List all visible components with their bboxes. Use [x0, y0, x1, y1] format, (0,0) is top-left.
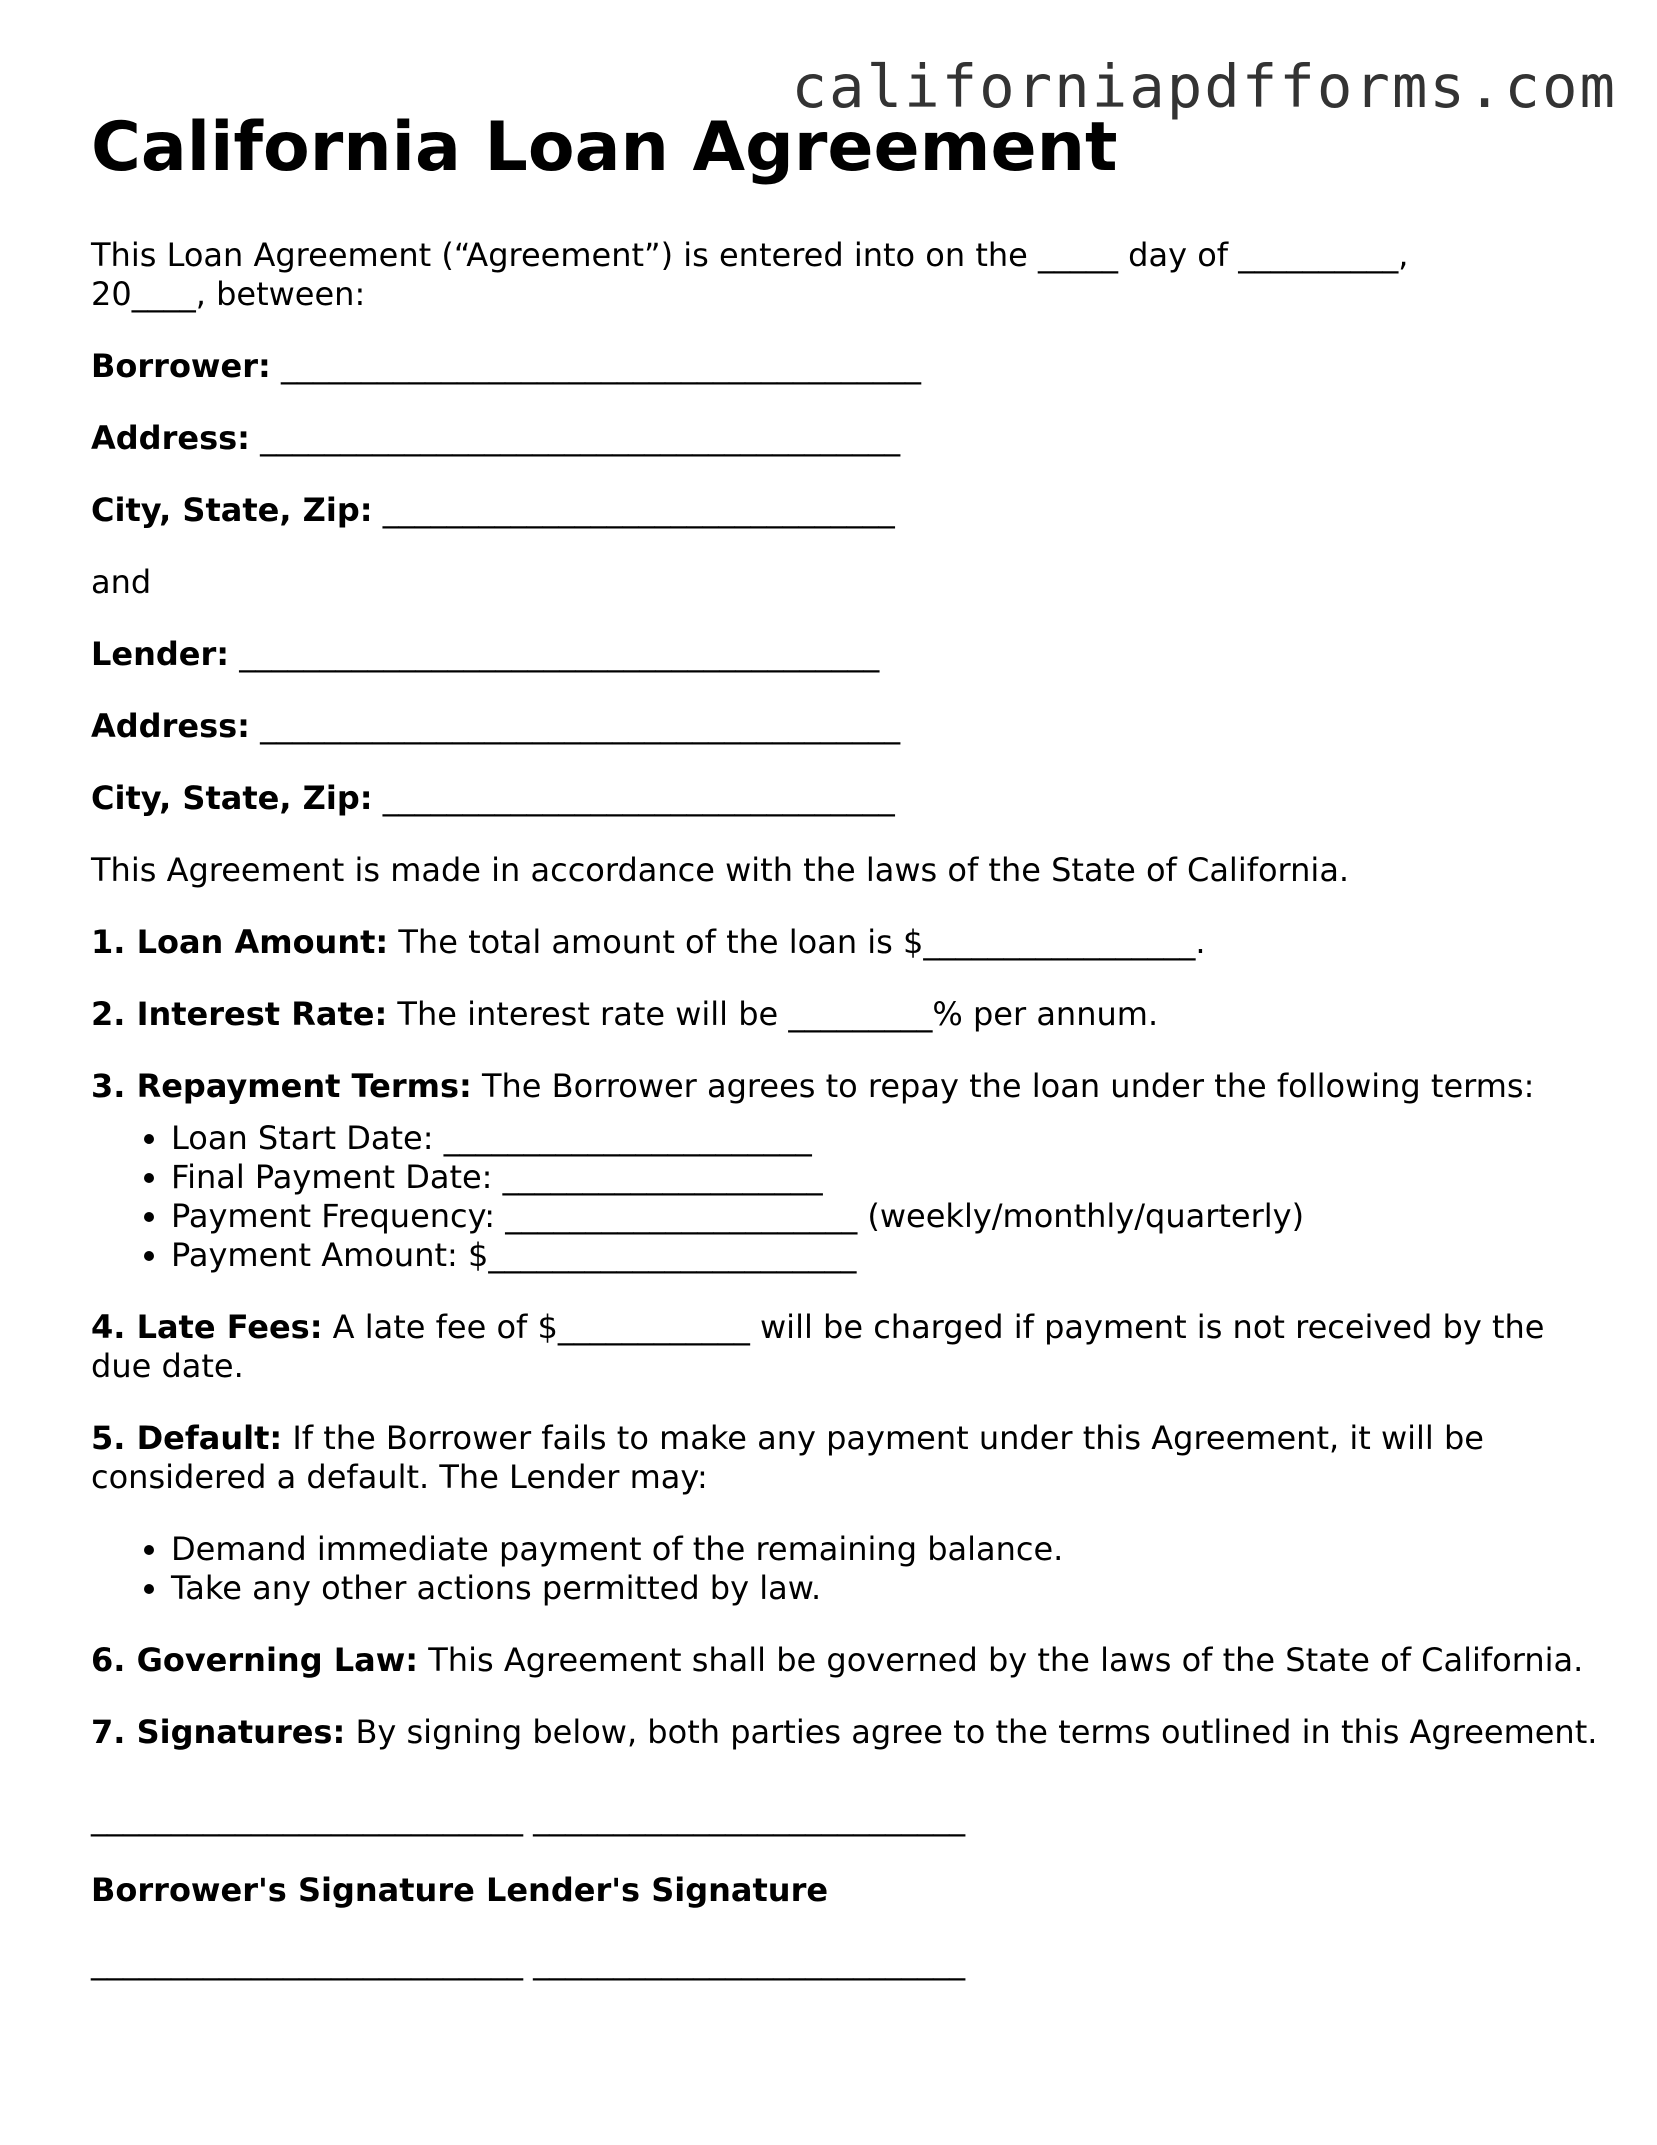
site-watermark: californiapdfforms.com [791, 52, 1617, 121]
section-loan-amount-text: The total amount of the loan is $_________________. [388, 923, 1206, 961]
section-default-text: If the Borrower fails to make any payment under this Agreement, it will be considered a default. The Lender may: [91, 1419, 1484, 1496]
borrower-address-row [91, 419, 1601, 458]
section-late-fees-text: A late fee of $____________ will be charged if payment is not received by the due date. [91, 1308, 1545, 1385]
borrower-name-row [91, 347, 1601, 386]
intro-line-1: This Loan Agreement (“Agreement”) is entered into on the _____ day of __________, [91, 236, 1409, 274]
section-repayment-terms-text: The Borrower agrees to repay the loan under the following terms: [471, 1067, 1535, 1105]
section-default [91, 1419, 1601, 1497]
lender-csz-row [91, 779, 1601, 818]
document-body [91, 236, 1601, 2015]
section-loan-amount-label: 1. Loan Amount: [91, 923, 389, 961]
accordance-text: This Agreement is made in accordance with the laws of the State of California. [91, 851, 1350, 889]
section-late-fees [91, 1308, 1601, 1386]
list-item: • Take any other actions permitted by law. [171, 1569, 1601, 1608]
section-signatures [91, 1713, 1601, 1752]
section-interest-rate [91, 995, 1601, 1034]
section-interest-rate-label: 2. Interest Rate: [91, 995, 388, 1033]
section-default-label: 5. Default: [91, 1419, 283, 1457]
borrower-csz-label: City, State, Zip: [91, 491, 373, 529]
section-governing-law-text: This Agreement shall be governed by the laws of the State of California. [418, 1641, 1584, 1679]
lender-address-blank[interactable]: ________________________________________ [260, 707, 901, 745]
repayment-terms-list [91, 1119, 1601, 1275]
signature-line-1[interactable]: ___________________________ ___________________________ [91, 1799, 966, 1837]
and-text: and [91, 563, 152, 601]
section-interest-rate-text: The interest rate will be _________% per annum. [387, 995, 1159, 1033]
document-title: California Loan Agreement [91, 108, 1118, 187]
default-actions-list [91, 1530, 1601, 1608]
section-loan-amount [91, 923, 1601, 962]
section-signatures-label: 7. Signatures: [91, 1713, 346, 1751]
signature-labels: Borrower's Signature Lender's Signature [91, 1871, 829, 1909]
list-item: • Payment Frequency: ______________________ (weekly/monthly/quarterly) [171, 1197, 1601, 1236]
lender-csz-label: City, State, Zip: [91, 779, 373, 817]
borrower-name-blank[interactable]: ________________________________________ [280, 347, 921, 385]
intro-paragraph [91, 236, 1601, 314]
list-item: • Loan Start Date: _______________________ [171, 1119, 1601, 1158]
lender-name-row [91, 635, 1601, 674]
lender-csz-blank[interactable]: ________________________________ [382, 779, 895, 817]
lender-address-label: Address: [91, 707, 250, 745]
list-item: • Demand immediate payment of the remaining balance. [171, 1530, 1601, 1569]
section-repayment-terms-label: 3. Repayment Terms: [91, 1067, 472, 1105]
section-repayment-terms [91, 1067, 1601, 1106]
lender-name-blank[interactable]: ________________________________________ [239, 635, 880, 673]
borrower-csz-row [91, 491, 1601, 530]
borrower-name-label: Borrower: [91, 347, 271, 385]
list-item: • Payment Amount: $_______________________ [171, 1236, 1601, 1275]
section-signatures-text: By signing below, both parties agree to the terms outlined in this Agreement. [345, 1713, 1598, 1751]
section-governing-law [91, 1641, 1601, 1680]
list-item: • Final Payment Date: ____________________ [171, 1158, 1601, 1197]
borrower-address-blank[interactable]: ________________________________________ [260, 419, 901, 457]
borrower-csz-blank[interactable]: ________________________________ [382, 491, 895, 529]
intro-line-2: 20____, between: [91, 275, 366, 313]
borrower-address-label: Address: [91, 419, 250, 457]
section-late-fees-label: 4. Late Fees: [91, 1308, 323, 1346]
lender-name-label: Lender: [91, 635, 230, 673]
lender-address-row [91, 707, 1601, 746]
signature-line-2[interactable]: ___________________________ ___________________________ [91, 1943, 966, 1981]
section-governing-law-label: 6. Governing Law: [91, 1641, 419, 1679]
